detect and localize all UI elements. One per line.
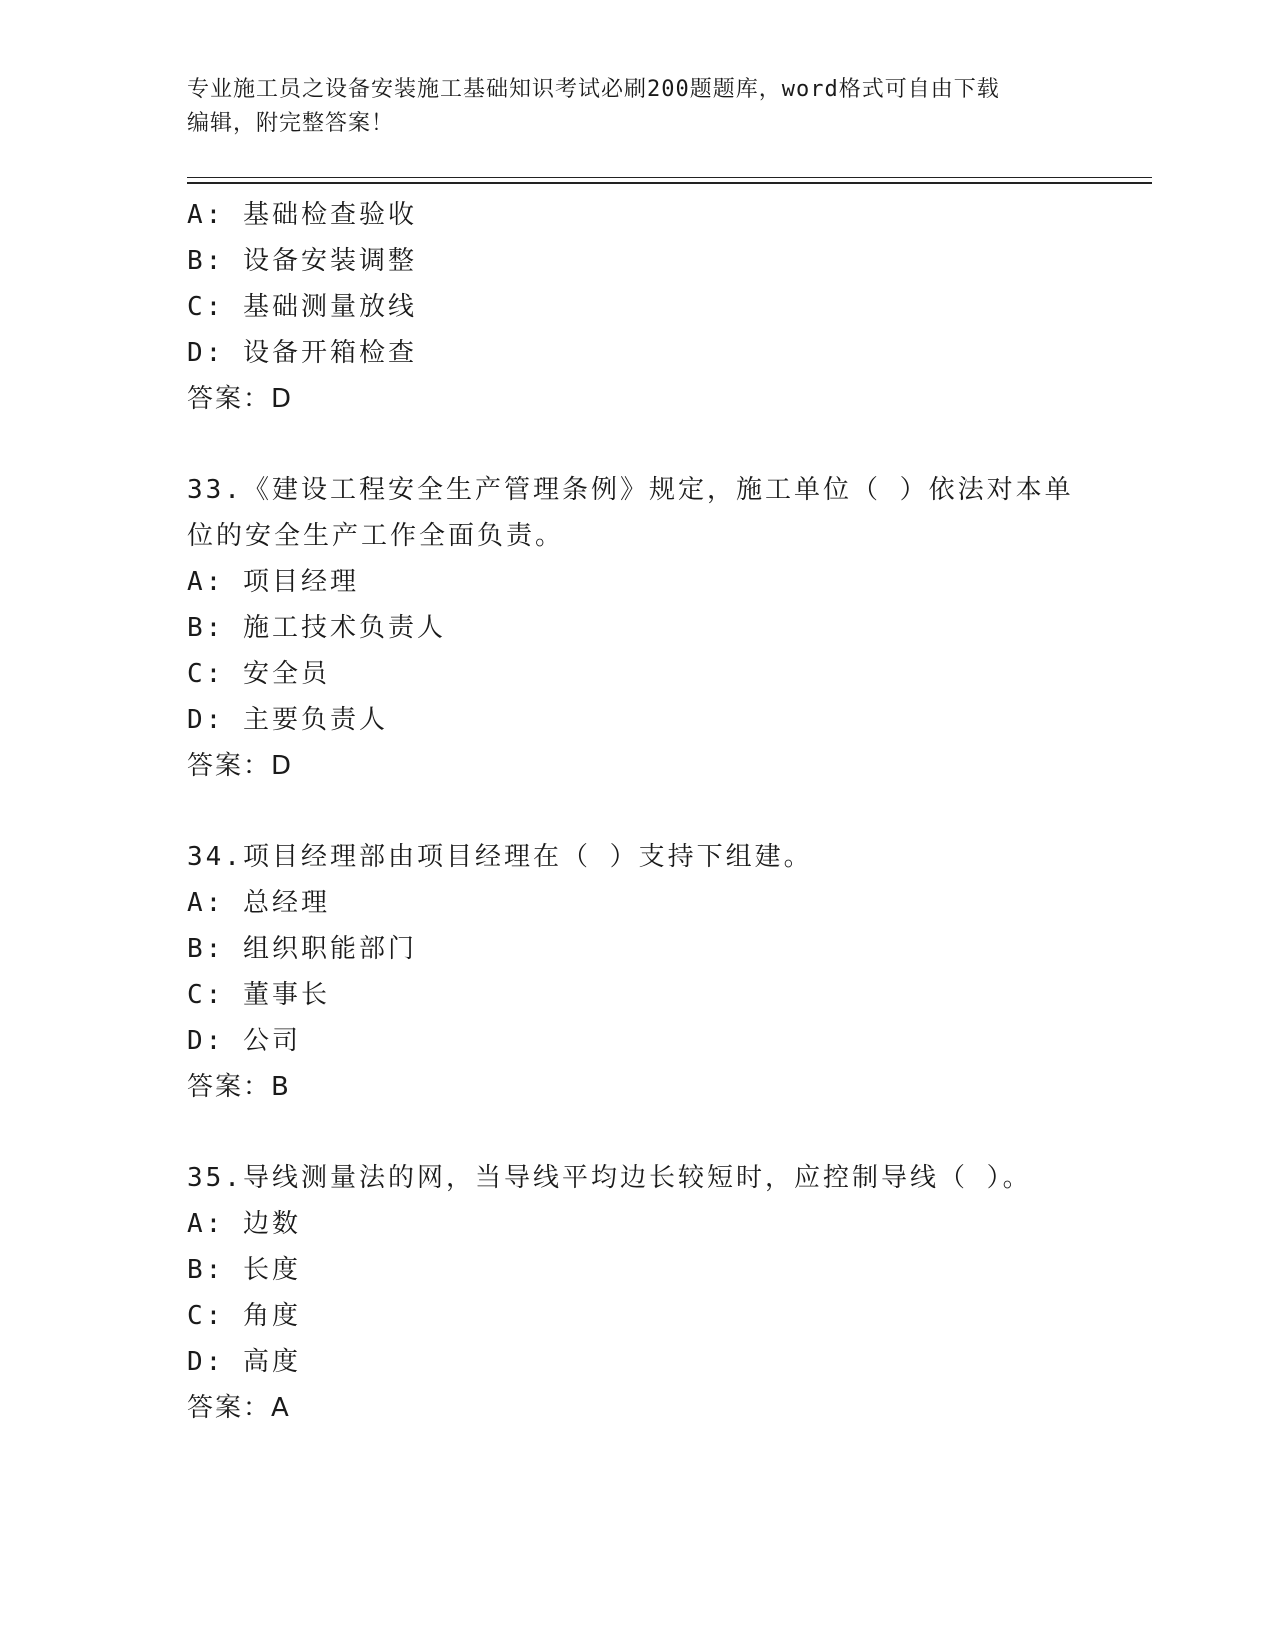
option-c: C: 董事长	[187, 980, 330, 1010]
answer-line: 答案：D	[187, 751, 294, 781]
option-b: B: 组织职能部门	[187, 934, 417, 964]
document-header	[187, 73, 1087, 141]
question-34	[187, 834, 1087, 1110]
question-35	[187, 1155, 1087, 1431]
header-divider-top	[187, 177, 1152, 178]
option-a: A: 边数	[187, 1209, 301, 1239]
question-content	[187, 192, 1087, 1431]
question-text-line-1: 34.项目经理部由项目经理在（ ）支持下组建。	[187, 842, 813, 872]
option-b: B: 施工技术负责人	[187, 613, 446, 643]
spacer	[187, 1110, 1087, 1155]
option-c: C: 角度	[187, 1301, 301, 1331]
option-d: D: 主要负责人	[187, 705, 388, 735]
spacer	[187, 789, 1087, 834]
question-text-line-2: 位的安全生产工作全面负责。	[187, 521, 565, 551]
question-text-line-1: 35.导线测量法的网，当导线平均边长较短时，应控制导线（ ）。	[187, 1163, 1032, 1193]
option-a: A: 项目经理	[187, 567, 359, 597]
option-c: C: 安全员	[187, 659, 330, 689]
option-b: B: 长度	[187, 1255, 301, 1285]
option-a: A: 总经理	[187, 888, 330, 918]
option-d: D: 高度	[187, 1347, 301, 1377]
option-a: A: 基础检查验收	[187, 200, 417, 230]
spacer	[187, 422, 1087, 467]
question-text-line-1: 33.《建设工程安全生产管理条例》规定，施工单位（ ）依法对本单	[187, 475, 1074, 505]
answer-line: 答案：B	[187, 1072, 291, 1102]
option-d: D: 设备开箱检查	[187, 338, 417, 368]
option-c: C: 基础测量放线	[187, 292, 417, 322]
option-b: B: 设备安装调整	[187, 246, 417, 276]
option-d: D: 公司	[187, 1026, 301, 1056]
question-33	[187, 467, 1087, 789]
header-line-2: 编辑，附完整答案！	[187, 111, 395, 136]
answer-line: 答案：A	[187, 1393, 291, 1423]
header-line-1: 专业施工员之设备安装施工基础知识考试必刷200题题库，word格式可自由下载	[187, 77, 1000, 102]
answer-line: 答案：D	[187, 384, 294, 414]
question-32-continued	[187, 192, 1087, 422]
header-divider-bottom	[187, 182, 1152, 184]
